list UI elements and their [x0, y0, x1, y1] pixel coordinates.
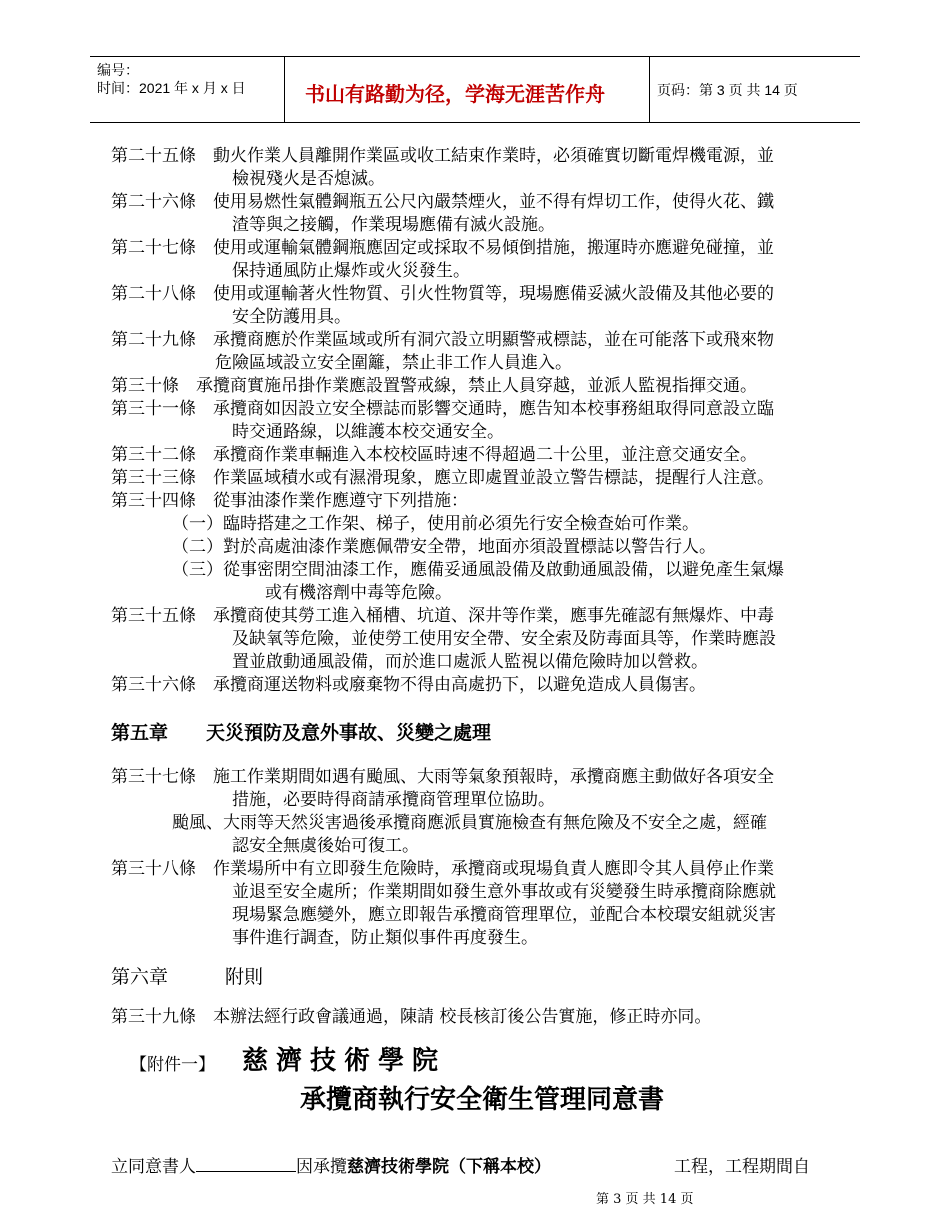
text-line: 第三十四條 從事油漆作業作應遵守下列措施：	[111, 491, 468, 511]
text-line: 第三十條 承攬商實施吊掛作業應設置警戒線，禁止人員穿越，並派人監視指揮交通。	[111, 376, 757, 396]
consent-school: 慈濟技術學院（下稱本校）	[347, 1157, 551, 1177]
text-line: 第二十六條 使用易燃性氣體鋼瓶五公尺內嚴禁煙火，並不得有焊切工作，使得火花、鐵	[111, 192, 774, 212]
text-line: （三）從事密閉空間油漆工作，應備妥通風設備及啟動通風設備，以避免產生氣爆	[172, 560, 784, 580]
text-line: 及缺氧等危險，並使勞工使用安全帶、安全索及防毒面具等，作業時應設	[232, 629, 776, 649]
text-line: 第三十一條 承攬商如因設立安全標誌而影響交通時，應告知本校事務組取得同意設立臨	[111, 399, 774, 419]
text-line: 第三十五條 承攬商使其勞工進入桶槽、坑道、深井等作業，應事先確認有無爆炸、中毒	[111, 606, 774, 626]
text-line: 置並啟動通風設備，而於進口處派人監視以備危險時加以營救。	[232, 652, 708, 672]
consent-part-2: 因承攬	[296, 1157, 347, 1177]
text-line: 安全防護用具。	[232, 307, 351, 327]
text-line: 第二十九條 承攬商應於作業區域或所有洞穴設立明顯警戒標誌，並在可能落下或飛來物	[111, 330, 774, 350]
text-line: 時交通路線，以維護本校交通安全。	[232, 422, 504, 442]
header-time: 时间：2021 年 x 月 x 日	[97, 80, 246, 96]
signature-blank[interactable]	[196, 1155, 296, 1172]
text-line: 措施，必要時得商請承攬商管理單位協助。	[232, 790, 555, 810]
text-line: （二）對於高處油漆作業應佩帶安全帶，地面亦須設置標誌以警告行人。	[172, 537, 716, 557]
text-line: 第二十七條 使用或運輸氣體鋼瓶應固定或採取不易傾倒措施，搬運時亦應避免碰撞，並	[111, 238, 774, 258]
text-line: 第二十五條 動火作業人員離開作業區或收工結束作業時，必須確實切斷電焊機電源，並	[111, 146, 774, 166]
chapter-5-heading: 第五章 天災預防及意外事故、災變之處理	[111, 722, 492, 744]
school-name: 慈濟技術學院	[242, 1046, 447, 1076]
header-number: 编号：	[97, 62, 139, 78]
attachment-tag: 【附件一】	[130, 1055, 215, 1075]
consent-part-4: 工程，工程期間自	[674, 1157, 810, 1177]
text-line: 第三十三條 作業區域積水或有濕滑現象，應立即處置並設立警告標誌，提醒行人注意。	[111, 468, 774, 488]
header-bottom-border	[90, 122, 860, 123]
consent-line	[111, 1152, 551, 1177]
text-line: 渣等與之接觸，作業現場應備有滅火設施。	[232, 215, 555, 235]
text-line: （一）臨時搭建之工作架、梯子，使用前必須先行安全檢查始可作業。	[172, 514, 699, 534]
header-top-border	[90, 56, 860, 57]
document-title: 承攬商執行安全衛生管理同意書	[300, 1085, 665, 1115]
text-line: 第三十六條 承攬商運送物料或廢棄物不得由高處扔下，以避免造成人員傷害。	[111, 675, 706, 695]
header-motto: 书山有路勤为径，学海无涯苦作舟	[305, 82, 605, 106]
text-line: 保持通風防止爆炸或火災發生。	[232, 261, 470, 281]
text-line: 第二十八條 使用或運輸著火性物質、引火性物質等，現場應備妥滅火設備及其他必要的	[111, 284, 774, 304]
consent-part-1: 立同意書人	[111, 1157, 196, 1177]
header-page: 页码：第 3 页 共 14 页	[657, 82, 798, 98]
text-line: 並退至安全處所；作業期間如發生意外事故或有災變發生時承攬商除應就	[232, 882, 776, 902]
text-line: 危險區域設立安全圍籬，禁止非工作人員進入。	[215, 353, 572, 373]
text-line: 認安全無虞後始可復工。	[232, 836, 419, 856]
text-line: 事件進行調查，防止類似事件再度發生。	[232, 928, 538, 948]
text-line: 檢視殘火是否熄滅。	[232, 169, 385, 189]
text-line: 第三十二條 承攬商作業車輛進入本校校區時速不得超過二十公里，並注意交通安全。	[111, 445, 757, 465]
page-footer: 第 3 页 共 14 页	[596, 1192, 694, 1207]
text-line: 第三十八條 作業場所中有立即發生危險時，承攬商或現場負責人應即令其人員停止作業	[111, 859, 774, 879]
text-line: 颱風、大雨等天然災害過後承攬商應派員實施檢查有無危險及不安全之處，經確	[172, 813, 767, 833]
text-line: 或有機溶劑中毒等危險。	[265, 583, 452, 603]
chapter-6-heading: 第六章 附則	[111, 966, 264, 988]
text-line: 第三十七條 施工作業期間如遇有颱風、大雨等氣象預報時，承攬商應主動做好各項安全	[111, 767, 774, 787]
text-line: 現場緊急應變外，應立即報告承攬商管理單位，並配合本校環安組就災害	[232, 905, 776, 925]
header-divider-1	[284, 56, 285, 122]
header-divider-2	[649, 56, 650, 122]
article-39: 第三十九條 本辦法經行政會議通過，陳請 校長核訂後公告實施，修正時亦同。	[111, 1007, 712, 1027]
